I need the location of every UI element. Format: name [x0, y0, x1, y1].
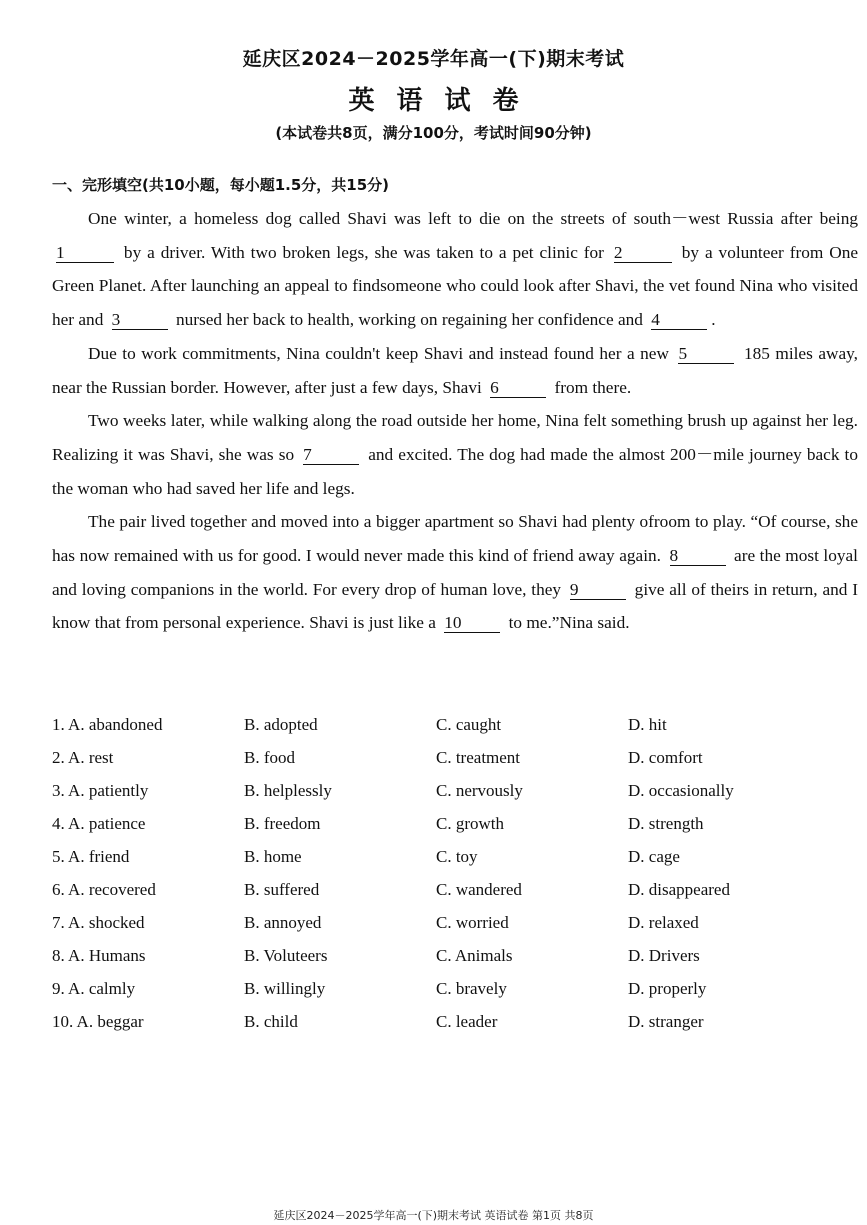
option-d: D. properly: [628, 979, 707, 998]
option-a: 6. A. recovered: [52, 880, 156, 899]
option-a: 10. A. beggar: [52, 1012, 144, 1031]
passage-text: Two weeks later, while walking along the road outside her home, Nina felt something brush up against her leg. Realizing it was Shavi, she was so: [52, 411, 858, 464]
paragraph-2: [52, 337, 858, 404]
option-c: C. worried: [436, 913, 509, 932]
option-c: C. treatment: [436, 748, 521, 767]
option-a: 5. A. friend: [52, 847, 130, 866]
option-d: D. relaxed: [628, 913, 699, 932]
option-b: B. child: [244, 1012, 298, 1031]
option-a: 8. A. Humans: [52, 946, 146, 965]
passage-text: to me.”Nina said.: [508, 613, 630, 633]
option-row-10: [52, 1005, 832, 1038]
cloze-passage: [52, 202, 858, 640]
option-d: D. strength: [628, 814, 704, 833]
passage-text: One winter, a homeless dog called Shavi was left to die on the streets of south－west Russia after being: [88, 209, 858, 228]
exam-title: 延庆区2024－2025学年高一(下)期末考试: [242, 48, 625, 70]
page-footer: 延庆区2024－2025学年高一(下)期末考试 英语试卷 第1页 共8页: [273, 1209, 594, 1222]
passage-text: and excited. The dog had made the almost 200－mile journey back to the woman who had saved her life and legs.: [52, 444, 858, 498]
option-row-2: [52, 741, 832, 774]
exam-info: (本试卷共8页，满分100分，考试时间90分钟): [275, 124, 592, 142]
option-c: C. caught: [436, 715, 502, 734]
option-row-1: [52, 708, 832, 741]
option-row-4: [52, 807, 832, 840]
answer-options: [52, 708, 832, 1038]
option-a: 7. A. shocked: [52, 913, 145, 932]
option-c: C. nervously: [436, 781, 523, 800]
option-d: D. hit: [628, 715, 667, 734]
option-a: 3. A. patiently: [52, 781, 149, 800]
option-b: B. freedom: [244, 814, 321, 833]
passage-text: by a driver. With two broken legs, she was taken to a pet clinic for: [123, 242, 604, 262]
option-d: D. comfort: [628, 748, 703, 767]
paragraph-3: [52, 404, 858, 505]
passage-text: 185 miles away, near the Russian border. However, after just a few days, Shavi: [52, 343, 858, 397]
option-b: B. suffered: [244, 880, 320, 899]
option-a: 2. A. rest: [52, 748, 114, 767]
option-row-5: [52, 840, 832, 873]
paragraph-1: [52, 202, 858, 337]
passage-text: nursed her back to health, working on regaining her confidence and: [176, 310, 643, 330]
blank-5: 5: [678, 345, 734, 364]
option-row-3: [52, 774, 832, 807]
option-c: C. bravely: [436, 979, 507, 998]
option-a: 1. A. abandoned: [52, 715, 163, 734]
option-d: D. Drivers: [628, 946, 700, 965]
option-c: C. wandered: [436, 880, 522, 899]
option-b: B. food: [244, 748, 295, 767]
blank-10: 10: [444, 614, 500, 633]
option-b: B. Voluteers: [244, 946, 328, 965]
option-row-8: [52, 939, 832, 972]
option-c: C. toy: [436, 847, 478, 866]
option-row-7: [52, 906, 832, 939]
blank-9: 9: [570, 581, 626, 600]
option-row-9: [52, 972, 832, 1005]
passage-text: The pair lived together and moved into a bigger apartment so Shavi had plenty ofroom to play. “Of course, she has now remained with us for good. I would never made this kind of friend away again.: [52, 512, 858, 566]
blank-3: 3: [112, 311, 168, 330]
option-b: B. helplessly: [244, 781, 332, 800]
option-b: B. willingly: [244, 979, 326, 998]
option-c: C. leader: [436, 1012, 498, 1031]
passage-text: by a volunteer from One Green Planet. After launching an appeal to findsomeone who could look after Shavi, the vet found Nina who visited her and: [52, 242, 859, 330]
passage-text: are the most loyal and loving companions in the world. For every drop of human love, they: [52, 546, 858, 599]
option-b: B. adopted: [244, 715, 318, 734]
blank-1: 1: [56, 244, 114, 263]
option-d: D. stranger: [628, 1012, 704, 1031]
passage-text: .: [711, 310, 716, 330]
option-a: 9. A. calmly: [52, 979, 136, 998]
blank-6: 6: [490, 379, 546, 398]
passage-text: give all of theirs in return, and I know that from personal experience. Shavi is just like a: [52, 579, 858, 633]
option-d: D. occasionally: [628, 781, 734, 800]
option-c: C. Animals: [436, 946, 513, 965]
option-d: D. cage: [628, 847, 680, 866]
option-row-6: [52, 873, 832, 906]
passage-text: Due to work commitments, Nina couldn't keep Shavi and instead found her a new: [88, 343, 669, 363]
option-b: B. annoyed: [244, 913, 322, 932]
subject-title: 英语试卷: [348, 86, 541, 116]
blank-4: 4: [651, 311, 707, 330]
option-d: D. disappeared: [628, 880, 730, 899]
paragraph-4: [52, 505, 858, 640]
passage-text: from there.: [554, 377, 632, 397]
option-a: 4. A. patience: [52, 814, 146, 833]
option-c: C. growth: [436, 814, 504, 833]
blank-8: 8: [670, 547, 726, 566]
blank-7: 7: [303, 446, 359, 465]
option-b: B. home: [244, 847, 302, 866]
blank-2: 2: [614, 244, 672, 263]
section-heading: 一、完形填空(共10小题，每小题1.5分，共15分): [52, 176, 390, 194]
